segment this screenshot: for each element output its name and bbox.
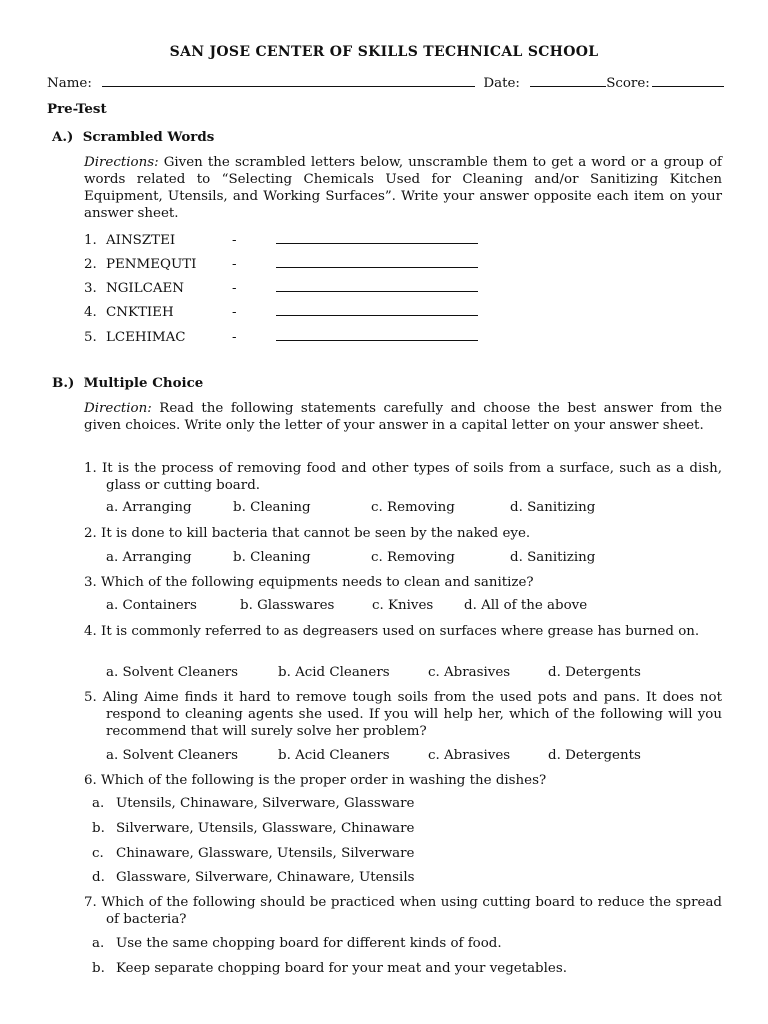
- option-letter: a.: [92, 936, 105, 951]
- scrambled-item: [84, 278, 478, 296]
- answer-choice: d. Detergents: [548, 748, 641, 763]
- answer-choice: b. Cleaning: [233, 500, 311, 515]
- section-a-title: A.) Scrambled Words: [52, 129, 215, 145]
- answer-choice: c. Abrasives: [428, 748, 511, 763]
- scrambled-word: LCEHIMAC: [106, 330, 186, 345]
- scrambled-item: [84, 254, 478, 272]
- question-text: 3. Which of the following equipments needs to clean and sanitize?: [84, 575, 534, 590]
- item-number: 5.: [84, 330, 97, 345]
- option-text: Keep separate chopping board for your meat and your vegetables.: [116, 961, 567, 976]
- item-number: 1.: [84, 233, 97, 248]
- option-text: Silverware, Utensils, Glassware, Chinaware: [116, 821, 415, 836]
- answer-blank[interactable]: [276, 278, 478, 292]
- question: [84, 623, 722, 640]
- answer-blank[interactable]: [276, 230, 478, 244]
- dash: -: [232, 281, 237, 296]
- answer-choice: d. Sanitizing: [510, 550, 596, 565]
- option-text: Chinaware, Glassware, Utensils, Silverware: [116, 846, 415, 861]
- section-a-directions: [84, 154, 722, 222]
- question: [84, 772, 722, 789]
- question-text: 4. It is commonly referred to as degreasers used on surfaces where grease has burned on.: [84, 624, 700, 639]
- answer-choice: b. Cleaning: [233, 550, 311, 565]
- question-text: 6. Which of the following is the proper order in washing the dishes?: [84, 773, 547, 788]
- answer-choice: d. Sanitizing: [510, 500, 596, 515]
- option-text: Use the same chopping board for different kinds of food.: [116, 936, 502, 951]
- option-letter: c.: [92, 846, 104, 861]
- option-text: Glassware, Silverware, Chinaware, Utensils: [116, 870, 415, 885]
- scrambled-item: [84, 302, 478, 320]
- scrambled-word: NGILCAEN: [106, 281, 185, 296]
- answer-blank[interactable]: [276, 302, 478, 316]
- question-text: 1. It is the process of removing food and other types of soils from a surface, such as a dish, glass or cutting board.: [84, 461, 722, 493]
- answer-choice: a. Solvent Cleaners: [106, 665, 239, 680]
- direction-text: Read the following statements carefully and choose the best answer from the given choices. Write only the letter of your answer in a capital letter on your answer sheet.: [84, 401, 722, 433]
- option-letter: b.: [92, 961, 105, 976]
- dash: -: [232, 330, 237, 345]
- item-number: 2.: [84, 257, 97, 272]
- answer-choice: a. Arranging: [106, 550, 192, 565]
- answer-option: [92, 821, 414, 836]
- scrambled-item: [84, 230, 478, 248]
- answer-choice: d. All of the above: [464, 598, 588, 613]
- dash: -: [232, 305, 237, 320]
- question: [84, 894, 722, 928]
- scrambled-item: [84, 327, 478, 345]
- answer-choice: a. Arranging: [106, 500, 192, 515]
- direction-label: Direction:: [84, 401, 152, 416]
- scrambled-word: AINSZTEI: [106, 233, 176, 248]
- question: [84, 689, 722, 740]
- directions-label: Directions:: [84, 155, 159, 170]
- question-text: 5. Aling Aime finds it hard to remove tough soils from the used pots and pans. It does not respond to cleaning agents she used. If you will help her, which of the following will you recommend that will surely solve her problem?: [84, 690, 722, 739]
- section-b-directions: [84, 400, 722, 434]
- answer-option: [92, 936, 502, 951]
- answer-blank[interactable]: [276, 254, 478, 268]
- school-title: SAN JOSE CENTER OF SKILLS TECHNICAL SCHOOL: [169, 44, 599, 60]
- answer-choice: c. Knives: [372, 598, 434, 613]
- answer-choice: d. Detergents: [548, 665, 641, 680]
- answer-choice: b. Glasswares: [240, 598, 335, 613]
- score-label: Score:: [606, 76, 650, 91]
- option-letter: b.: [92, 821, 105, 836]
- name-row: [47, 73, 724, 91]
- name-blank[interactable]: [102, 73, 475, 87]
- answer-blank[interactable]: [276, 327, 478, 341]
- section-b-title: B.) Multiple Choice: [52, 375, 204, 391]
- dash: -: [232, 233, 237, 248]
- scrambled-word: CNKTIEH: [106, 305, 174, 320]
- name-label: Name:: [47, 76, 92, 91]
- answer-choice: c. Removing: [371, 550, 455, 565]
- pretest-heading: Pre-Test: [47, 101, 107, 117]
- answer-option: [92, 796, 414, 811]
- option-letter: a.: [92, 796, 105, 811]
- item-number: 3.: [84, 281, 97, 296]
- answer-choice: a. Solvent Cleaners: [106, 748, 239, 763]
- answer-choice: a. Containers: [106, 598, 197, 613]
- answer-choice: b. Acid Cleaners: [278, 665, 390, 680]
- question-text: 2. It is done to kill bacteria that cannot be seen by the naked eye.: [84, 526, 531, 541]
- answer-choice: c. Abrasives: [428, 665, 511, 680]
- item-number: 4.: [84, 305, 97, 320]
- option-text: Utensils, Chinaware, Silverware, Glassware: [116, 796, 415, 811]
- answer-choice: c. Removing: [371, 500, 455, 515]
- scrambled-word: PENMEQUTI: [106, 257, 197, 272]
- answer-option: [92, 846, 414, 861]
- question: [84, 525, 722, 542]
- directions-text: Given the scrambled letters below, unscramble them to get a word or a group of words related to “Selecting Chemicals Used for Cleaning and/or Sanitizing Kitchen Equipment, Utensils, and Working Surfaces”. Write your answer opposite each item on your answer sheet.: [84, 155, 722, 221]
- question: [84, 574, 722, 591]
- answer-option: [92, 961, 567, 976]
- answer-option: [92, 870, 414, 885]
- date-label: Date:: [483, 76, 520, 91]
- date-blank[interactable]: [530, 73, 606, 87]
- question: [84, 460, 722, 494]
- answer-choice: b. Acid Cleaners: [278, 748, 390, 763]
- dash: -: [232, 257, 237, 272]
- score-blank[interactable]: [652, 73, 724, 87]
- option-letter: d.: [92, 870, 105, 885]
- question-text: 7. Which of the following should be practiced when using cutting board to reduce the spread of bacteria?: [84, 895, 722, 927]
